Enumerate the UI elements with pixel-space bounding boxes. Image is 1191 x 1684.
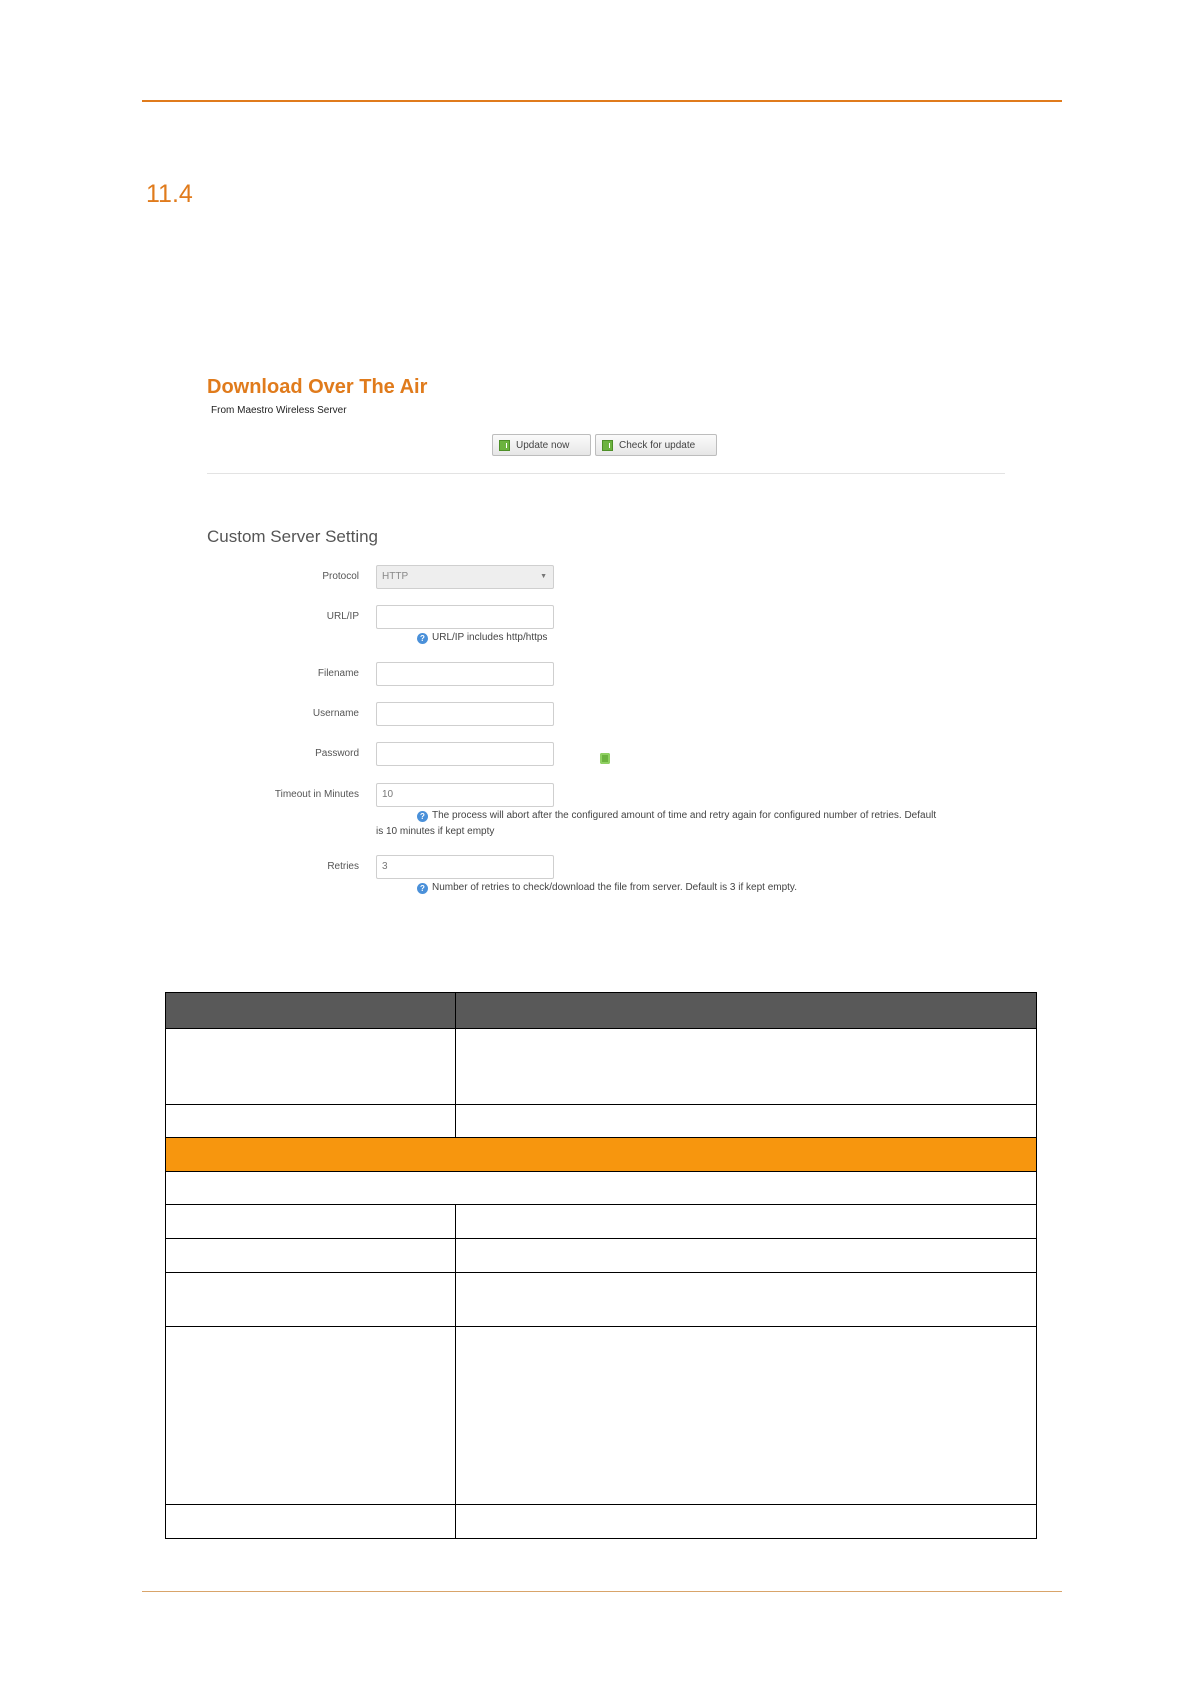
chevron-down-icon: ▼ — [540, 573, 547, 580]
table-row — [166, 1505, 1037, 1539]
retries-input[interactable] — [376, 855, 554, 879]
section-divider — [207, 473, 1005, 474]
username-input[interactable] — [376, 702, 554, 726]
update-now-label: Update now — [516, 439, 570, 451]
panel-subtitle: From Maestro Wireless Server — [211, 405, 347, 416]
protocol-label: Protocol — [322, 571, 359, 582]
protocol-value: HTTP — [382, 571, 409, 582]
table-cell — [166, 1029, 456, 1105]
timeout-hint-continued: is 10 minutes if kept empty — [376, 826, 495, 837]
table-row — [166, 1273, 1037, 1327]
table-section-row — [166, 1138, 1037, 1172]
update-icon — [499, 440, 510, 451]
table-header-cell — [166, 993, 456, 1029]
table-row — [166, 1029, 1037, 1105]
timeout-value: 10 — [382, 789, 394, 800]
table-cell — [166, 1105, 456, 1138]
timeout-input[interactable] — [376, 783, 554, 807]
custom-server-title: Custom Server Setting — [207, 527, 379, 546]
section-number: 11.4 — [146, 180, 193, 208]
timeout-hint-text: The process will abort after the configured amount of time and retry again for configured number of retries. Default — [432, 810, 937, 821]
table-cell — [456, 1205, 1037, 1239]
username-label: Username — [312, 708, 359, 719]
url-hint-text: URL/IP includes http/https — [432, 632, 548, 643]
check-icon — [602, 440, 613, 451]
retries-value: 3 — [382, 861, 388, 872]
parameter-table — [165, 992, 1037, 1539]
table-row — [166, 1172, 1037, 1205]
check-for-update-button[interactable] — [595, 434, 717, 456]
help-icon: ? — [417, 811, 428, 822]
panel-title: Download Over The Air — [207, 376, 428, 398]
url-hint — [417, 632, 547, 644]
reveal-password-icon[interactable] — [600, 753, 610, 764]
retries-hint-text: Number of retries to check/download the file from server. Default is 3 if kept empty. — [432, 882, 797, 893]
table-cell — [166, 1505, 456, 1539]
password-input[interactable] — [376, 742, 554, 766]
footer-rule — [142, 1591, 1062, 1592]
protocol-select[interactable] — [376, 565, 554, 589]
table-cell — [166, 1172, 1037, 1205]
table-cell — [456, 1327, 1037, 1505]
retries-hint — [417, 882, 797, 894]
table-row — [166, 1105, 1037, 1138]
filename-input[interactable] — [376, 662, 554, 686]
table-cell — [456, 1105, 1037, 1138]
table-cell — [166, 1273, 456, 1327]
check-for-update-label: Check for update — [619, 439, 696, 451]
table-header-cell — [456, 993, 1037, 1029]
table-cell — [456, 1273, 1037, 1327]
timeout-label: Timeout in Minutes — [274, 789, 359, 800]
table-row — [166, 1327, 1037, 1505]
table-cell — [456, 1029, 1037, 1105]
table-cell — [166, 1205, 456, 1239]
url-input[interactable] — [376, 605, 554, 629]
table-row — [166, 1205, 1037, 1239]
url-label: URL/IP — [326, 611, 359, 622]
table-header-row — [166, 993, 1037, 1029]
header-rule — [142, 100, 1062, 102]
help-icon: ? — [417, 883, 428, 894]
help-icon: ? — [417, 633, 428, 644]
filename-label: Filename — [317, 668, 359, 679]
timeout-hint — [417, 810, 936, 822]
table-row — [166, 1239, 1037, 1273]
table-section-cell — [166, 1138, 1037, 1172]
table-cell — [166, 1239, 456, 1273]
table-cell — [166, 1327, 456, 1505]
table-cell — [456, 1239, 1037, 1273]
table-cell — [456, 1505, 1037, 1539]
update-now-button[interactable] — [492, 434, 591, 456]
password-label: Password — [315, 748, 359, 759]
retries-label: Retries — [327, 861, 359, 872]
